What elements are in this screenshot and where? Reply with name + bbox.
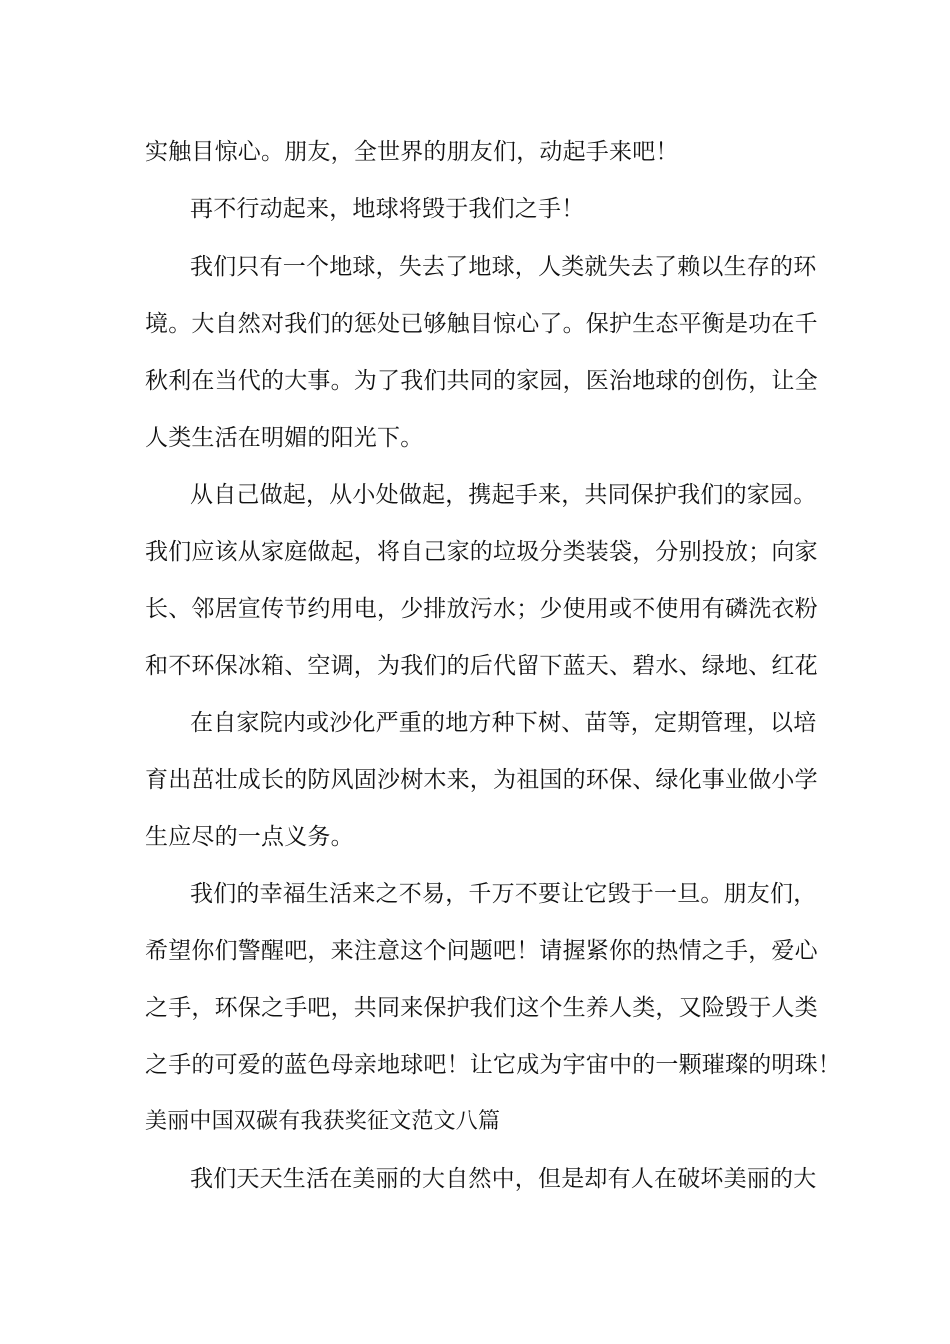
text-line: 实触目惊心。朋友，全世界的朋友们，动起手来吧！ bbox=[145, 139, 679, 165]
text-line: 从自己做起，从小处做起，携起手来，共同保护我们的家园。 bbox=[190, 482, 817, 508]
text-line: 在自家院内或沙化严重的地方种下树、苗等，定期管理，以培 bbox=[190, 710, 817, 736]
text-line: 之手的可爱的蓝色母亲地球吧！让它成为宇宙中的一颗璀璨的明珠！ bbox=[145, 1052, 841, 1078]
text-line: 境。大自然对我们的惩处已够触目惊心了。保护生态平衡是功在千 bbox=[145, 311, 818, 337]
section-title: 美丽中国双碳有我获奖征文范文八篇 bbox=[145, 1109, 501, 1134]
text-line: 我们天天生活在美丽的大自然中，但是却有人在破坏美丽的大 bbox=[190, 1166, 817, 1192]
text-line: 希望你们警醒吧，来注意这个问题吧！请握紧你的热情之手，爱心 bbox=[145, 938, 818, 964]
text-line: 育出茁壮成长的防风固沙树木来，为祖国的环保、绿化事业做小学 bbox=[145, 767, 818, 793]
text-line: 长、邻居宣传节约用电，少排放污水；少使用或不使用有磷洗衣粉 bbox=[145, 596, 818, 622]
text-line: 我们应该从家庭做起，将自己家的垃圾分类装袋，分别投放；向家 bbox=[145, 539, 818, 565]
text-line: 人类生活在明媚的阳光下。 bbox=[145, 425, 424, 451]
text-line: 我们只有一个地球，失去了地球，人类就失去了赖以生存的环 bbox=[190, 254, 817, 280]
text-line: 之手，环保之手吧，共同来保护我们这个生养人类，又险毁于人类 bbox=[145, 995, 818, 1021]
text-line: 秋利在当代的大事。为了我们共同的家园，医治地球的创伤，让全 bbox=[145, 368, 818, 394]
text-line: 和不环保冰箱、空调，为我们的后代留下蓝天、碧水、绿地、红花 bbox=[145, 653, 818, 679]
text-line: 再不行动起来，地球将毁于我们之手！ bbox=[190, 196, 585, 222]
text-line: 我们的幸福生活来之不易，千万不要让它毁于一旦。朋友们， bbox=[190, 881, 817, 907]
text-line: 生应尽的一点义务。 bbox=[145, 824, 354, 850]
